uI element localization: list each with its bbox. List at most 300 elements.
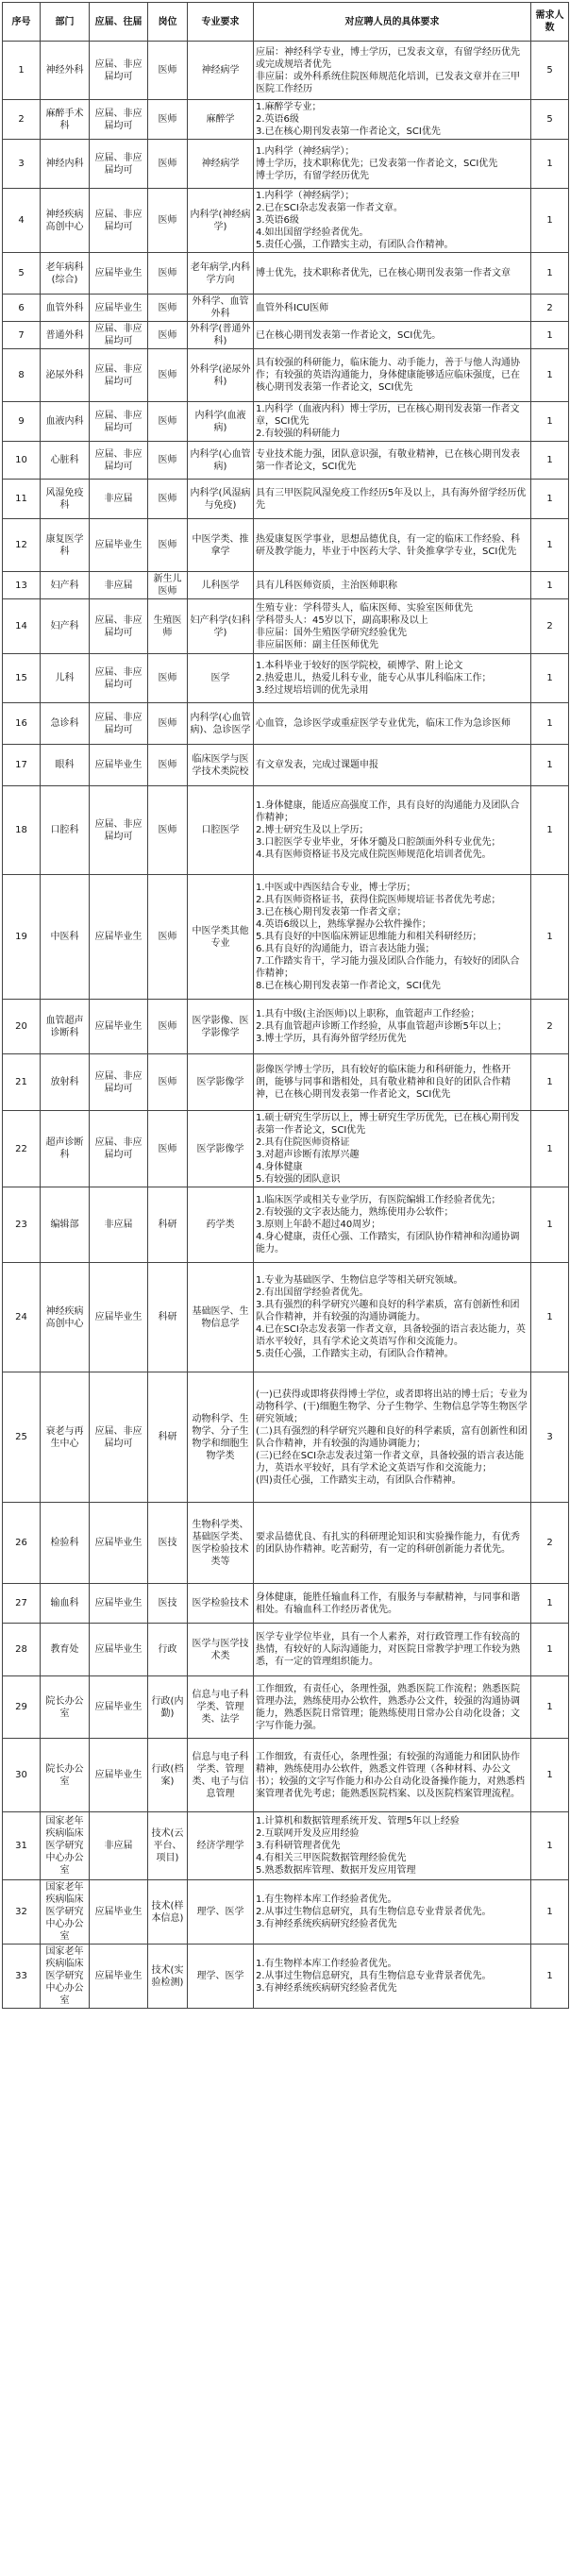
table-row — [3, 1584, 569, 1624]
row-major: 中医学类其他专业 — [188, 875, 254, 1000]
row-count: 1 — [531, 189, 569, 253]
row-major: 儿科医学 — [188, 572, 254, 599]
row-position: 医师 — [148, 189, 188, 253]
row-position: 医师 — [148, 402, 188, 442]
row-department: 检验科 — [41, 1503, 90, 1584]
row-index: 31 — [3, 1812, 41, 1880]
row-index: 26 — [3, 1503, 41, 1584]
header-major: 专业要求 — [188, 3, 254, 42]
row-requirements — [254, 189, 531, 253]
table-row — [3, 1187, 569, 1263]
row-count: 3 — [531, 1372, 569, 1503]
table-row — [3, 322, 569, 349]
row-index: 10 — [3, 442, 41, 480]
row-major: 内科学(心血管病) — [188, 442, 254, 480]
row-graduate-type: 应届、非应届均可 — [90, 322, 148, 349]
requirement-line: 5.责任心强，工作踏实主动，有团队合作精神。 — [256, 1349, 454, 1359]
row-position: 行政(档案) — [148, 1739, 188, 1812]
requirement-line: 热爱康复医学事业，思想品德优良，有一定的临床工作经验、科研及教学能力，毕业于中医药大学、针灸推拿学专业，SCI优先 — [256, 533, 520, 557]
row-major: 理学、医学 — [188, 1880, 254, 1945]
requirement-line: 5.有较强的团队意识 — [256, 1174, 341, 1185]
requirement-line: 2.热爱患儿，热爱儿科专业，能专心从事儿科临床工作； — [256, 673, 492, 683]
requirement-line: 具有儿科医师资质，主治医师职称 — [256, 580, 397, 591]
row-position: 医师 — [148, 322, 188, 349]
row-graduate-type: 应届、非应届均可 — [90, 349, 148, 402]
row-index: 25 — [3, 1372, 41, 1503]
row-requirements — [254, 1880, 531, 1945]
row-position: 新生儿医师 — [148, 572, 188, 599]
row-position: 医师 — [148, 253, 188, 295]
row-count: 2 — [531, 1503, 569, 1584]
row-requirements — [254, 572, 531, 599]
row-graduate-type: 应届、非应届均可 — [90, 189, 148, 253]
row-requirements — [254, 295, 531, 322]
row-department: 急诊科 — [41, 703, 90, 745]
row-index: 14 — [3, 599, 41, 654]
row-graduate-type: 应届、非应届均可 — [90, 1111, 148, 1187]
requirement-line: 2.从事过生物信息研究，具有生物信息专业背景者优先。 — [256, 1907, 492, 1917]
table-row — [3, 189, 569, 253]
requirement-line: 3.有神经系统疾病研究经验者优先 — [256, 1983, 397, 1994]
row-count: 1 — [531, 1880, 569, 1945]
row-department: 神经疾病高创中心 — [41, 1263, 90, 1372]
row-graduate-type: 应届毕业生 — [90, 1584, 148, 1624]
row-major: 麻醉学 — [188, 100, 254, 140]
row-department: 神经外科 — [41, 42, 90, 100]
row-major: 经济学理学 — [188, 1812, 254, 1880]
requirement-line: 博士学历，有留学经历优先 — [256, 171, 369, 181]
table-row — [3, 519, 569, 572]
row-major: 动物科学、生物学、分子生物学和细胞生物学类 — [188, 1372, 254, 1503]
row-department: 超声诊断科 — [41, 1111, 90, 1187]
row-requirements — [254, 1739, 531, 1812]
requirement-line: 1.中医或中西医结合专业，博士学历； — [256, 883, 416, 893]
row-requirements — [254, 253, 531, 295]
requirement-line: 要求品德优良、有扎实的科研理论知识和实验操作能力，有优秀的团队协作精神。吃苦耐劳，有一定的科研创新能力者优先。 — [256, 1531, 520, 1555]
row-graduate-type: 应届毕业生 — [90, 1000, 148, 1054]
requirement-line: 1.专业为基础医学、生物信息学等相关研究领域。 — [256, 1275, 463, 1286]
requirement-line: 3.经过规培培训的优先录用 — [256, 685, 369, 696]
header-position: 岗位 — [148, 3, 188, 42]
requirement-line: (二)具有强烈的科学研究兴趣和良好的科学素质，富有创新性和团队合作精神，并有较强的沟通协调能力； — [256, 1425, 528, 1449]
row-department: 放射科 — [41, 1054, 90, 1111]
requirement-line: 2.博士研究生及以上学历； — [256, 825, 369, 835]
row-index: 20 — [3, 1000, 41, 1054]
row-requirements — [254, 703, 531, 745]
row-department: 普通外科 — [41, 322, 90, 349]
requirement-line: 1.内科学（神经病学）； — [256, 191, 355, 201]
requirement-line: 1.身体健康，能适应高强度工作，具有良好的沟通能力及团队合作精神； — [256, 800, 520, 823]
row-graduate-type: 应届、非应届均可 — [90, 703, 148, 745]
row-graduate-type: 应届毕业生 — [90, 745, 148, 786]
requirement-line: 3.有科研管理者优先 — [256, 1841, 341, 1851]
row-index: 7 — [3, 322, 41, 349]
requirement-line: 7.工作踏实肯干，学习能力强及团队合作能力，有较好的团队合作精神； — [256, 956, 520, 979]
requirement-line: 2.英语6级 — [256, 114, 299, 125]
row-graduate-type: 应届、非应届均可 — [90, 786, 148, 875]
row-major: 内科学(心血管病)、急诊医学 — [188, 703, 254, 745]
requirement-line: 8.已在核心期刊发表第一作者论文，SCI优先 — [256, 981, 441, 991]
table-row — [3, 1624, 569, 1676]
requirement-line: 学科带头人：45岁以下，副高职称及以上 — [256, 615, 428, 626]
requirement-line: 有文章发表，完成过课题申报 — [256, 760, 378, 770]
requirement-line: 4.英语6级以上，熟练掌握办公软件操作； — [256, 919, 431, 930]
row-count: 1 — [531, 1187, 569, 1263]
requirement-line: 具有较强的科研能力，临床能力、动手能力，善于与他人沟通协作；有较强的英语沟通能力，身体健康能够适应临床强度，已在核心期刊发表第一作者论文，SCI优先 — [256, 358, 520, 393]
table-row — [3, 1880, 569, 1945]
requirement-line: 具有三甲医院风湿免疫工作经历5年及以上，具有海外留学经历优先 — [256, 487, 527, 511]
row-graduate-type: 应届毕业生 — [90, 1263, 148, 1372]
requirement-line: 5.具有良好的中医临床辨证思维能力和相关科研经历； — [256, 932, 482, 942]
row-department: 血管外科 — [41, 295, 90, 322]
requirement-line: 4.如出国留学经验者优先。 — [256, 227, 369, 238]
table-row — [3, 786, 569, 875]
row-index: 23 — [3, 1187, 41, 1263]
requirement-line: 2.具有医师资格证书，获得住院医师规培证书者优先考虑； — [256, 895, 501, 905]
table-row — [3, 1263, 569, 1372]
table-row — [3, 253, 569, 295]
table-row — [3, 42, 569, 100]
table-row — [3, 295, 569, 322]
requirement-line: 3.已在核心期刊发表第一作者文章； — [256, 907, 407, 918]
row-requirements — [254, 349, 531, 402]
row-department: 眼科 — [41, 745, 90, 786]
row-requirements — [254, 1812, 531, 1880]
row-count: 1 — [531, 1676, 569, 1739]
row-index: 24 — [3, 1263, 41, 1372]
row-count: 1 — [531, 1111, 569, 1187]
requirement-line: 非应届：国外生殖医学研究经验优先 — [256, 627, 407, 638]
row-requirements — [254, 42, 531, 100]
requirement-line: 心血管，急诊医学或重症医学专业优先，临床工作为急诊医师 — [256, 718, 511, 729]
requirement-line: 身体健康，能胜任输血科工作，有服务与奉献精神，与同事和谐相处。有输血科工作经历者优先。 — [256, 1591, 520, 1615]
requirement-line: 1.具有中级(主治医师)以上职称，血管超声工作经验； — [256, 1009, 480, 1019]
requirement-line: 1.麻醉学专业； — [256, 102, 322, 112]
row-major: 妇产科学(妇科学) — [188, 599, 254, 654]
row-position: 科研 — [148, 1263, 188, 1372]
row-index: 5 — [3, 253, 41, 295]
row-major: 老年病学,内科学方向 — [188, 253, 254, 295]
row-index: 21 — [3, 1054, 41, 1111]
requirement-line: 生殖专业：学科带头人，临床医师、实验室医师优先 — [256, 602, 473, 614]
row-major: 医学影像、医学影像学 — [188, 1000, 254, 1054]
requirement-line: 1.本科毕业于较好的医学院校，硕博学、附上论文 — [256, 661, 463, 671]
requirement-line: (一)已获得或即将获得博士学位，或者即将出站的博士后；专业为动物科学、(干)细胞生物学、分子生物学、生物信息学等生物医学研究领域； — [256, 1389, 528, 1424]
row-requirements — [254, 1000, 531, 1054]
row-major: 药学类 — [188, 1187, 254, 1263]
row-department: 血液内科 — [41, 402, 90, 442]
row-major: 基础医学、生物信息学 — [188, 1263, 254, 1372]
row-department: 口腔科 — [41, 786, 90, 875]
row-graduate-type: 应届毕业生 — [90, 1503, 148, 1584]
row-index: 18 — [3, 786, 41, 875]
requirement-line: 3.对超声诊断有浓厚兴趣 — [256, 1150, 360, 1160]
row-requirements — [254, 1503, 531, 1584]
row-count: 5 — [531, 42, 569, 100]
row-department: 神经疾病高创中心 — [41, 189, 90, 253]
row-position: 技术(云平台、项目) — [148, 1812, 188, 1880]
row-major: 中医学类、推拿学 — [188, 519, 254, 572]
row-graduate-type: 应届毕业生 — [90, 1880, 148, 1945]
row-count: 1 — [531, 1739, 569, 1812]
row-position: 医师 — [148, 295, 188, 322]
row-requirements — [254, 786, 531, 875]
row-major: 内科学(血液病) — [188, 402, 254, 442]
row-major: 神经病学 — [188, 42, 254, 100]
requirement-line: 医学专业学位毕业，具有一个人素养，对行政管理工作有较高的热情，有较好的人际沟通能力，对医院日常教学护理工作较为熟悉，有一定的管理组织能力。 — [256, 1632, 520, 1667]
row-count: 2 — [531, 295, 569, 322]
row-requirements — [254, 654, 531, 703]
requirement-line: 3.英语6级 — [256, 215, 299, 226]
row-major: 内科学(风湿病与免疫) — [188, 480, 254, 519]
row-position: 医师 — [148, 42, 188, 100]
table-row — [3, 1372, 569, 1503]
row-index: 1 — [3, 42, 41, 100]
row-index: 30 — [3, 1739, 41, 1812]
requirement-line: 2.已在SCI杂志发表第一作者文章。 — [256, 203, 403, 213]
row-count: 1 — [531, 253, 569, 295]
requirement-line: 2.互联网开发及应用经验 — [256, 1828, 360, 1839]
row-index: 6 — [3, 295, 41, 322]
row-index: 17 — [3, 745, 41, 786]
requirement-line: 1.有生物样本库工作经验者优先。 — [256, 1894, 397, 1905]
requirement-line: 3.有神经系统疾病研究经验者优先 — [256, 1919, 397, 1929]
row-graduate-type: 应届毕业生 — [90, 1624, 148, 1676]
row-count: 5 — [531, 100, 569, 140]
row-major: 临床医学与医学技术类院校 — [188, 745, 254, 786]
row-index: 27 — [3, 1584, 41, 1624]
row-index: 9 — [3, 402, 41, 442]
row-count: 1 — [531, 1584, 569, 1624]
row-count: 1 — [531, 442, 569, 480]
requirement-line: 4.已在SCI杂志发表第一作者文章，具备较强的语言表达能力，英语水平较好，具有学术论文英语写作和交流能力。 — [256, 1324, 526, 1347]
row-major: 医学与医学技术类 — [188, 1624, 254, 1676]
row-count: 1 — [531, 480, 569, 519]
row-position: 科研 — [148, 1372, 188, 1503]
row-index: 12 — [3, 519, 41, 572]
row-position: 技术(样本信息) — [148, 1880, 188, 1945]
table-row — [3, 1945, 569, 2009]
requirement-line: (三)已经在SCI杂志发表过第一作者文章，具备较强的语言表达能力，英语水平较好，具有学术论文英语写作和交流能力； — [256, 1450, 525, 1473]
requirement-line: 1.内科学（神经病学）； — [256, 146, 355, 157]
row-position: 医师 — [148, 654, 188, 703]
table-row — [3, 1676, 569, 1739]
row-requirements — [254, 100, 531, 140]
row-position: 医师 — [148, 703, 188, 745]
requirement-line: 6.具有良好的沟通能力，语言表达能力强； — [256, 944, 435, 954]
row-major: 理学、医学 — [188, 1945, 254, 2009]
row-requirements — [254, 140, 531, 189]
row-major: 医学检验技术 — [188, 1584, 254, 1624]
row-requirements — [254, 322, 531, 349]
row-department: 康复医学科 — [41, 519, 90, 572]
row-graduate-type: 应届毕业生 — [90, 1676, 148, 1739]
header-requirements: 对应聘人员的具体要求 — [254, 3, 531, 42]
row-position: 医师 — [148, 875, 188, 1000]
requirement-line: 3.博士学历，具有海外留学经历优先 — [256, 1034, 407, 1044]
requirement-line: 1.内科学（血液内科）博士学历，已在核心期刊发表第一作者文章，SCI优先 — [256, 404, 520, 427]
row-department: 妇产科 — [41, 599, 90, 654]
row-position: 科研 — [148, 1187, 188, 1263]
table-row — [3, 745, 569, 786]
requirement-line: 2.有出国留学经验者优先。 — [256, 1288, 369, 1298]
requirement-line: 2.有较强的科研能力 — [256, 429, 341, 439]
row-index: 11 — [3, 480, 41, 519]
row-position: 医师 — [148, 480, 188, 519]
row-position: 行政(内勤) — [148, 1676, 188, 1739]
row-department: 泌尿外科 — [41, 349, 90, 402]
row-graduate-type: 应届、非应届均可 — [90, 42, 148, 100]
row-position: 医技 — [148, 1584, 188, 1624]
table-row — [3, 1812, 569, 1880]
row-requirements — [254, 1187, 531, 1263]
row-graduate-type: 应届、非应届均可 — [90, 100, 148, 140]
row-count: 1 — [531, 654, 569, 703]
table-row — [3, 572, 569, 599]
requirement-line: 3.原则上年龄不超过40周岁； — [256, 1220, 381, 1230]
row-department: 风湿免疫科 — [41, 480, 90, 519]
row-graduate-type: 应届、非应届均可 — [90, 1372, 148, 1503]
row-major: 信息与电子科学类、管理类、法学 — [188, 1676, 254, 1739]
row-index: 13 — [3, 572, 41, 599]
requirement-line: 4.具有医师资格证书及完成住院医师规范化培训者优先。 — [256, 850, 492, 860]
row-graduate-type: 应届毕业生 — [90, 519, 148, 572]
row-major: 医学影像学 — [188, 1111, 254, 1187]
table-row — [3, 402, 569, 442]
requirement-line: 专业技术能力强，团队意识强，有敬业精神，已在核心期刊发表第一作者论文，SCI优先 — [256, 448, 520, 472]
table-row — [3, 349, 569, 402]
row-count: 1 — [531, 322, 569, 349]
row-position: 医师 — [148, 745, 188, 786]
requirement-line: 工作细致，有责任心，条理性强，熟悉医院工作流程；熟悉医院管理办法，熟练使用办公软件，熟悉办公文件，较强的沟通协调能力，熟悉医院日常管理；能熟练使用日常办公自动化设备；文字写作能力强。 — [256, 1683, 520, 1731]
row-department: 国家老年疾病临床医学研究中心办公室 — [41, 1880, 90, 1945]
row-count: 1 — [531, 786, 569, 875]
row-graduate-type: 非应届 — [90, 572, 148, 599]
row-department: 教育处 — [41, 1624, 90, 1676]
table-row — [3, 100, 569, 140]
requirement-line: 1.临床医学或相关专业学历，有医院编辑工作经验者优先； — [256, 1195, 501, 1205]
row-major: 医学影像学 — [188, 1054, 254, 1111]
table-row — [3, 1739, 569, 1812]
row-graduate-type: 应届毕业生 — [90, 875, 148, 1000]
row-position: 技术(实验检测) — [148, 1945, 188, 2009]
requirement-line: 5.责任心强，工作踏实主动，有团队合作精神。 — [256, 240, 454, 250]
row-count: 2 — [531, 1000, 569, 1054]
table-row — [3, 480, 569, 519]
header-department: 部门 — [41, 3, 90, 42]
row-major: 外科学(泌尿外科) — [188, 349, 254, 402]
row-graduate-type: 应届、非应届均可 — [90, 402, 148, 442]
requirement-line: 已在核心期刊发表第一作者论文，SCI优先。 — [256, 329, 442, 341]
row-count: 1 — [531, 1054, 569, 1111]
row-count: 1 — [531, 875, 569, 1000]
row-department: 国家老年疾病临床医学研究中心办公室 — [41, 1812, 90, 1880]
row-count: 1 — [531, 1263, 569, 1372]
requirement-line: (四)责任心强，工作踏实主动，有团队合作精神。 — [256, 1474, 461, 1486]
row-requirements — [254, 1584, 531, 1624]
row-position: 医师 — [148, 519, 188, 572]
row-department: 神经内科 — [41, 140, 90, 189]
row-requirements — [254, 599, 531, 654]
row-count: 1 — [531, 1624, 569, 1676]
requirement-line: 博士优先，技术职称者优先，已在核心期刊发表第一作者文章 — [256, 268, 511, 278]
row-requirements — [254, 1263, 531, 1372]
row-department: 输血科 — [41, 1584, 90, 1624]
requirement-line: 血管外科ICU医师 — [256, 302, 329, 313]
row-graduate-type: 应届、非应届均可 — [90, 1054, 148, 1111]
row-position: 医师 — [148, 100, 188, 140]
row-count: 1 — [531, 140, 569, 189]
requirement-line: 3.具有强烈的科学研究兴趣和良好的科学素质，富有创新性和团队合作精神，并有较强的沟通协调能力。 — [256, 1300, 520, 1322]
row-position: 医技 — [148, 1503, 188, 1584]
row-department: 麻醉手术科 — [41, 100, 90, 140]
row-graduate-type: 非应届 — [90, 1187, 148, 1263]
header-index: 序号 — [3, 3, 41, 42]
requirement-line: 2.有较强的文字表达能力，熟练使用办公软件； — [256, 1207, 454, 1218]
row-index: 16 — [3, 703, 41, 745]
requirement-line: 1.计算机和数据管理系统开发、管理5年以上经验 — [256, 1816, 460, 1827]
row-department: 衰老与再生中心 — [41, 1372, 90, 1503]
row-requirements — [254, 1111, 531, 1187]
row-department: 中医科 — [41, 875, 90, 1000]
row-index: 4 — [3, 189, 41, 253]
row-department: 老年病科(综合) — [41, 253, 90, 295]
row-department: 编辑部 — [41, 1187, 90, 1263]
row-count: 2 — [531, 599, 569, 654]
requirement-line: 工作细致，有责任心，条理性强；有较强的沟通能力和团队协作精神，熟练使用办公软件，熟悉文件管理（各种材料、办公文书）；较强的文字写作能力和办公自动化设备操作能力，对熟悉档案管理者优先考虑；能熟悉医院档案、以及医院档案管理流程。 — [256, 1751, 525, 1799]
row-graduate-type: 应届毕业生 — [90, 253, 148, 295]
row-count: 1 — [531, 402, 569, 442]
table-row — [3, 1111, 569, 1187]
requirement-line: 3.已在核心期刊发表第一作者论文，SCI优先 — [256, 126, 441, 137]
row-index: 19 — [3, 875, 41, 1000]
requirement-line: 非应届医师：副主任医师优先 — [256, 639, 378, 650]
row-department: 国家老年疾病临床医学研究中心办公室 — [41, 1945, 90, 2009]
row-index: 22 — [3, 1111, 41, 1187]
row-department: 妇产科 — [41, 572, 90, 599]
row-department: 院长办公室 — [41, 1676, 90, 1739]
row-requirements — [254, 1054, 531, 1111]
row-major: 口腔医学 — [188, 786, 254, 875]
row-index: 33 — [3, 1945, 41, 2009]
table-row — [3, 1054, 569, 1111]
table-row — [3, 599, 569, 654]
row-major: 信息与电子科学类、管理类、电子与信息管理 — [188, 1739, 254, 1812]
row-graduate-type: 应届毕业生 — [90, 1739, 148, 1812]
row-index: 3 — [3, 140, 41, 189]
table-row — [3, 654, 569, 703]
recruitment-table — [2, 2, 569, 2009]
row-requirements — [254, 1945, 531, 2009]
table-row — [3, 875, 569, 1000]
row-position: 行政 — [148, 1624, 188, 1676]
requirement-line: 非应届：或外科系统住院医师规范化培训，已发表文章并在三甲医院工作经历 — [256, 71, 520, 94]
requirement-line: 4.身体健康 — [256, 1162, 303, 1172]
requirement-line: 影像医学博士学历，具有较好的临床能力和科研能力，性格开朗，能够与同事和谐相处，具有敬业精神和良好的团队合作精神，已在核心期刊发表第一作者论文，SCI优先 — [256, 1065, 511, 1100]
row-major: 生物科学类、基础医学类、医学检验技术类等 — [188, 1503, 254, 1584]
requirement-line: 4.身心健康，责任心强、工作踏实，有团队协作精神和沟通协调能力。 — [256, 1232, 520, 1254]
requirement-line: 1.硕士研究生学历以上，博士研究生学历优先，已在核心期刊发表第一作者论文，SCI优先 — [256, 1113, 520, 1136]
row-position: 医师 — [148, 1054, 188, 1111]
row-position: 生殖医师 — [148, 599, 188, 654]
table-row — [3, 1000, 569, 1054]
row-count: 1 — [531, 745, 569, 786]
table-header-row — [3, 3, 569, 42]
row-department: 血管超声诊断科 — [41, 1000, 90, 1054]
row-position: 医师 — [148, 349, 188, 402]
row-department: 院长办公室 — [41, 1739, 90, 1812]
row-graduate-type: 应届、非应届均可 — [90, 599, 148, 654]
